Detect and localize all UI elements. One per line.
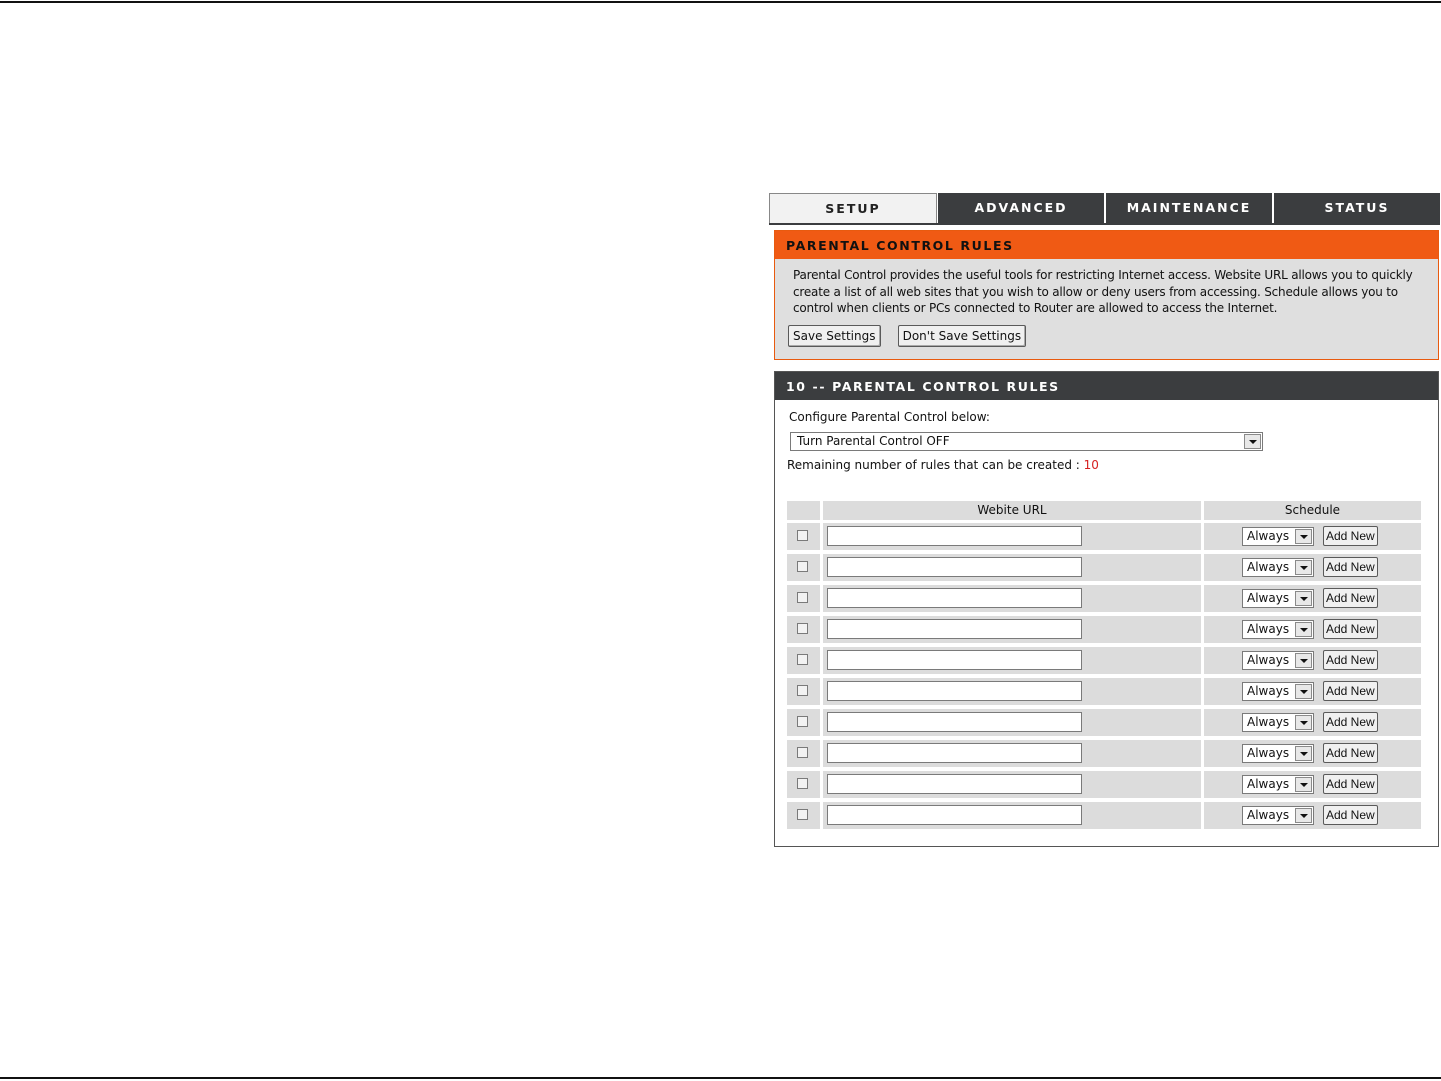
add-new-button[interactable]: Add New	[1323, 712, 1378, 732]
url-input[interactable]	[827, 743, 1082, 763]
remaining-rules-label: Remaining number of rules that can be created :	[787, 458, 1080, 472]
select-cell	[787, 616, 820, 643]
tab-status[interactable]: STATUS	[1272, 193, 1440, 223]
rule-checkbox[interactable]	[797, 623, 808, 634]
schedule-value: Always	[1247, 653, 1290, 667]
action-buttons	[788, 325, 1026, 347]
schedule-select[interactable]	[1242, 806, 1314, 825]
top-nav-tabs	[769, 193, 1440, 223]
add-new-button[interactable]: Add New	[1323, 743, 1378, 763]
table-row	[787, 554, 1425, 581]
remaining-rules-count: 10	[1083, 458, 1099, 472]
rule-checkbox[interactable]	[797, 716, 808, 727]
schedule-select[interactable]	[1242, 558, 1314, 577]
table-row	[787, 740, 1425, 767]
schedule-value: Always	[1247, 715, 1290, 729]
add-new-button[interactable]: Add New	[1323, 557, 1378, 577]
bottom-rule	[0, 1077, 1441, 1079]
schedule-value: Always	[1247, 529, 1290, 543]
url-cell	[823, 678, 1201, 705]
url-input[interactable]	[827, 650, 1082, 670]
rule-checkbox[interactable]	[797, 592, 808, 603]
schedule-cell	[1204, 647, 1421, 674]
dont-save-settings-button[interactable]: Don't Save Settings	[898, 325, 1027, 347]
header-select-cell	[787, 501, 820, 520]
remaining-rules	[787, 458, 1099, 472]
select-cell	[787, 802, 820, 829]
schedule-select[interactable]	[1242, 589, 1314, 608]
rules-panel-title: 10 -- PARENTAL CONTROL RULES	[775, 372, 1438, 400]
url-cell	[823, 554, 1201, 581]
table-row	[787, 523, 1425, 550]
url-cell	[823, 616, 1201, 643]
table-row	[787, 678, 1425, 705]
schedule-cell	[1204, 709, 1421, 736]
table-row	[787, 616, 1425, 643]
select-cell	[787, 554, 820, 581]
parental-control-mode-value: Turn Parental Control OFF	[797, 434, 950, 448]
tab-advanced[interactable]: ADVANCED	[937, 193, 1104, 223]
schedule-cell	[1204, 554, 1421, 581]
chevron-down-icon[interactable]	[1295, 622, 1312, 637]
url-input[interactable]	[827, 526, 1082, 546]
rules-table	[787, 501, 1425, 833]
table-row	[787, 647, 1425, 674]
url-cell	[823, 740, 1201, 767]
rule-checkbox[interactable]	[797, 747, 808, 758]
rule-checkbox[interactable]	[797, 654, 808, 665]
add-new-button[interactable]: Add New	[1323, 588, 1378, 608]
schedule-value: Always	[1247, 746, 1290, 760]
parental-control-mode-select[interactable]	[790, 432, 1263, 451]
schedule-value: Always	[1247, 777, 1290, 791]
chevron-down-icon[interactable]	[1295, 560, 1312, 575]
save-settings-button[interactable]: Save Settings	[788, 325, 881, 347]
select-cell	[787, 523, 820, 550]
rule-checkbox[interactable]	[797, 778, 808, 789]
schedule-cell	[1204, 585, 1421, 612]
url-cell	[823, 585, 1201, 612]
url-cell	[823, 523, 1201, 550]
info-panel-description: Parental Control provides the useful tools for restricting Internet access. Website URL allows you to quickly create a list of all web sites that you wish to allow or deny users from accessing. Schedule allows you to control when clients or PCs connected to Router are allowed to access the Internet.	[793, 268, 1413, 315]
schedule-select[interactable]	[1242, 682, 1314, 701]
schedule-select[interactable]	[1242, 713, 1314, 732]
schedule-cell	[1204, 771, 1421, 798]
rules-panel	[774, 371, 1439, 847]
select-cell	[787, 709, 820, 736]
schedule-cell	[1204, 678, 1421, 705]
chevron-down-icon[interactable]	[1295, 684, 1312, 699]
schedule-select[interactable]	[1242, 620, 1314, 639]
schedule-cell	[1204, 740, 1421, 767]
add-new-button[interactable]: Add New	[1323, 526, 1378, 546]
chevron-down-icon[interactable]	[1295, 715, 1312, 730]
chevron-down-icon[interactable]	[1295, 653, 1312, 668]
chevron-down-icon[interactable]	[1244, 434, 1261, 449]
select-cell	[787, 771, 820, 798]
url-cell	[823, 771, 1201, 798]
url-input[interactable]	[827, 619, 1082, 639]
add-new-button[interactable]: Add New	[1323, 619, 1378, 639]
info-panel-title: PARENTAL CONTROL RULES	[775, 231, 1438, 259]
rule-checkbox[interactable]	[797, 685, 808, 696]
schedule-cell	[1204, 616, 1421, 643]
header-url: Webite URL	[823, 501, 1201, 520]
table-row	[787, 802, 1425, 829]
select-cell	[787, 647, 820, 674]
add-new-button[interactable]: Add New	[1323, 805, 1378, 825]
schedule-value: Always	[1247, 622, 1290, 636]
table-row	[787, 771, 1425, 798]
schedule-select[interactable]	[1242, 527, 1314, 546]
rule-checkbox[interactable]	[797, 530, 808, 541]
url-cell	[823, 709, 1201, 736]
table-row	[787, 709, 1425, 736]
add-new-button[interactable]: Add New	[1323, 774, 1378, 794]
rule-checkbox[interactable]	[797, 809, 808, 820]
url-cell	[823, 647, 1201, 674]
url-input[interactable]	[827, 557, 1082, 577]
chevron-down-icon[interactable]	[1295, 746, 1312, 761]
add-new-button[interactable]: Add New	[1323, 681, 1378, 701]
top-rule	[0, 1, 1441, 3]
select-cell	[787, 740, 820, 767]
info-panel	[774, 230, 1439, 360]
chevron-down-icon[interactable]	[1295, 777, 1312, 792]
tab-setup[interactable]: SETUP	[769, 193, 937, 223]
url-cell	[823, 802, 1201, 829]
header-schedule: Schedule	[1204, 501, 1421, 520]
table-row	[787, 585, 1425, 612]
schedule-value: Always	[1247, 808, 1290, 822]
select-cell	[787, 678, 820, 705]
tab-maintenance[interactable]: MAINTENANCE	[1104, 193, 1272, 223]
tab-underline	[769, 223, 1440, 225]
schedule-select[interactable]	[1242, 744, 1314, 763]
url-input[interactable]	[827, 588, 1082, 608]
schedule-select[interactable]	[1242, 775, 1314, 794]
configure-label: Configure Parental Control below:	[789, 410, 990, 424]
url-input[interactable]	[827, 681, 1082, 701]
schedule-cell	[1204, 802, 1421, 829]
schedule-select[interactable]	[1242, 651, 1314, 670]
rule-checkbox[interactable]	[797, 561, 808, 572]
add-new-button[interactable]: Add New	[1323, 650, 1378, 670]
schedule-value: Always	[1247, 560, 1290, 574]
schedule-value: Always	[1247, 684, 1290, 698]
chevron-down-icon[interactable]	[1295, 591, 1312, 606]
schedule-value: Always	[1247, 591, 1290, 605]
chevron-down-icon[interactable]	[1295, 529, 1312, 544]
url-input[interactable]	[827, 774, 1082, 794]
schedule-cell	[1204, 523, 1421, 550]
chevron-down-icon[interactable]	[1295, 808, 1312, 823]
select-cell	[787, 585, 820, 612]
url-input[interactable]	[827, 805, 1082, 825]
rules-table-header	[787, 501, 1425, 520]
url-input[interactable]	[827, 712, 1082, 732]
